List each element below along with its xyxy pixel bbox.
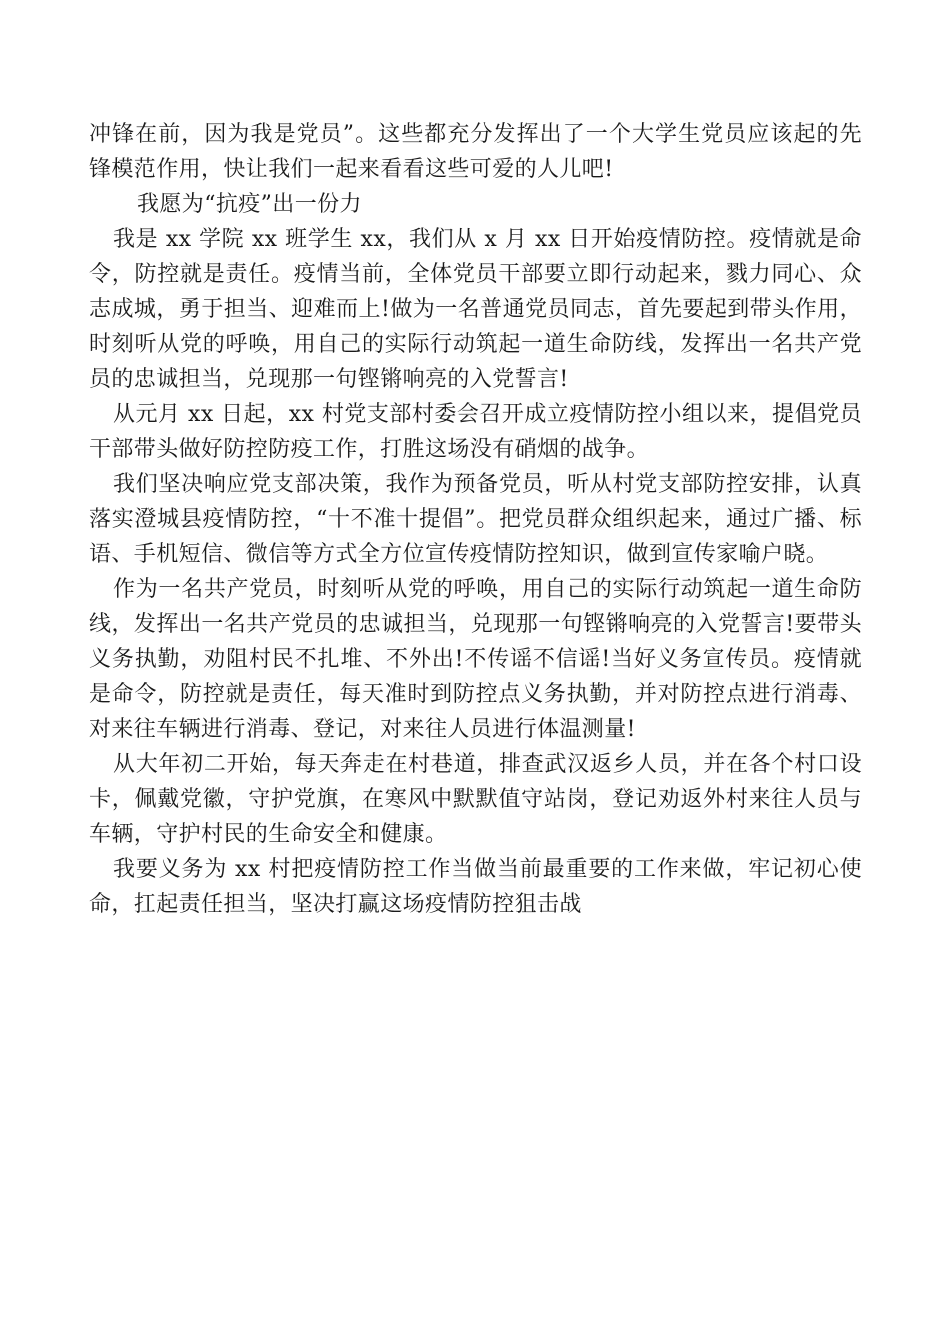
section-heading: 我愿为“抗疫”出一份力 bbox=[137, 192, 362, 217]
paragraph-commitment: 我要义务为 xx 村把疫情防控工作当做当前最重要的工作来做，牢记初心使命，扛起责任担当，坚决打赢这场疫情防控狙击战 bbox=[89, 857, 862, 917]
paragraph-intro: 冲锋在前，因为我是党员”。这些都充分发挥出了一个大学生党员应该起的先锋模范作用，快让我们一起来看看这些可爱的人儿吧! bbox=[89, 122, 862, 182]
paragraph-checkpoint: 从大年初二开始，每天奔走在村巷道，排查武汉返乡人员，并在各个村口设卡，佩戴党徽，守护党旗，在寒风中默默值守站岗，登记劝返外村来往人员与车辆，守护村民的生命安全和健康。 bbox=[89, 752, 862, 847]
paragraph-response: 我们坚决响应党支部决策，我作为预备党员，听从村党支部防控安排，认真落实澄城县疫情防控，“十不准十提倡”。把党员群众组织起来，通过广播、标语、手机短信、微信等方式全方位宣传疫情防控知识，做到宣传家喻户晓。 bbox=[89, 472, 862, 567]
paragraph-self-introduction: 我是 xx 学院 xx 班学生 xx，我们从 x 月 xx 日开始疫情防控。疫情就是命令，防控就是责任。疫情当前，全体党员干部要立即行动起来，戮力同心、众志成城，勇于担当、迎难而上!做为一名普通党员同志，首先要起到带头作用，时刻听从党的呼唤，用自己的实际行动筑起一道生命防线，发挥出一名共产党员的忠诚担当，兑现那一句铿锵响亮的入党誓言! bbox=[89, 227, 862, 392]
paragraph-duty: 作为一名共产党员，时刻听从党的呼唤，用自己的实际行动筑起一道生命防线，发挥出一名共产党员的忠诚担当，兑现那一句铿锵响亮的入党誓言!要带头义务执勤，劝阻村民不扎堆、不外出!不传谣不信谣!当好义务宣传员。疫情就是命令，防控就是责任，每天准时到防控点义务执勤，并对防控点进行消毒、对来往车辆进行消毒、登记，对来往人员进行体温测量! bbox=[89, 577, 862, 742]
paragraph-village-committee: 从元月 xx 日起，xx 村党支部村委会召开成立疫情防控小组以来，提倡党员干部带头做好防控防疫工作，打胜这场没有硝烟的战争。 bbox=[89, 402, 862, 462]
document-body bbox=[89, 117, 862, 922]
